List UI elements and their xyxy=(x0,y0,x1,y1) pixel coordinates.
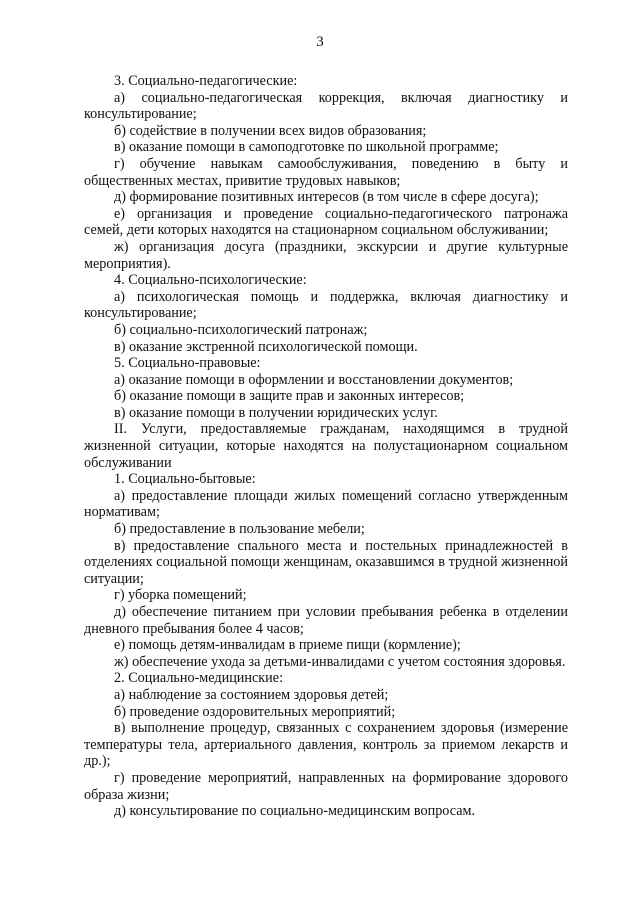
list-item: а) наблюдение за состоянием здоровья детей; xyxy=(114,686,389,703)
list-item: б) проведение оздоровительных мероприятий; xyxy=(114,703,396,720)
list-item: е) помощь детям-инвалидам в приеме пищи (кормление); xyxy=(114,637,461,654)
list-item: в) выполнение процедур, связанных с сохранением здоровья (измерение температуры тела, артериального давления, контроль за приемом лекарств и др.); xyxy=(84,720,568,770)
list-item: в) оказание помощи в самоподготовке по школьной программе; xyxy=(114,139,499,156)
list-item: в) предоставление спального места и постельных принадлежностей в отделениях социальной помощи женщинам, оказавшимся в трудной жизненной ситуации; xyxy=(84,537,568,587)
list-item: г) проведение мероприятий, направленных на формирование здорового образа жизни; xyxy=(84,769,568,803)
list-item: а) оказание помощи в оформлении и восстановлении документов; xyxy=(114,371,514,388)
list-item: а) предоставление площади жилых помещений согласно утвержденным нормативам; xyxy=(84,487,568,521)
document-body xyxy=(84,73,568,820)
list-item: а) психологическая помощь и поддержка, включая диагностику и консультирование; xyxy=(84,288,568,322)
list-item: б) предоставление в пользование мебели; xyxy=(114,521,365,538)
list-item: е) организация и проведение социально-педагогического патронажа семей, дети которых находятся на стационарном социальном обслуживании; xyxy=(84,205,568,239)
list-item: в) оказание экстренной психологической помощи. xyxy=(114,338,418,355)
section-heading-socio-domestic: 1. Социально-бытовые: xyxy=(114,471,256,488)
list-item: д) формирование позитивных интересов (в том числе в сфере досуга); xyxy=(114,189,539,206)
list-item: в) оказание помощи в получении юридических услуг. xyxy=(114,404,438,421)
list-item: д) обеспечение питанием при условии пребывания ребенка в отделении дневного пребывания более 4 часов; xyxy=(84,604,568,637)
section-heading-socio-pedagogical: 3. Социально-педагогические: xyxy=(114,73,298,89)
list-item: г) обучение навыкам самообслуживания, поведению в быту и общественных местах, привитие трудовых навыков; xyxy=(84,155,568,189)
page-number: 3 xyxy=(316,34,324,50)
list-item: а) социально-педагогическая коррекция, включая диагностику и консультирование; xyxy=(84,89,568,123)
list-item: б) оказание помощи в защите прав и законных интересов; xyxy=(114,388,465,405)
section-heading-socio-psychological: 4. Социально-психологические: xyxy=(114,272,307,289)
section-heading-socio-legal: 5. Социально-правовые: xyxy=(114,355,261,372)
list-item: ж) организация досуга (праздники, экскурсии и другие культурные мероприятия). xyxy=(84,238,568,272)
list-item: б) социально-психологический патронаж; xyxy=(114,321,368,338)
list-item: г) уборка помещений; xyxy=(114,587,247,604)
part-heading-semi-stationary-services: II. Услуги, предоставляемые гражданам, находящимся в трудной жизненной ситуации, которые находятся на полустационарном социальном обслуживании xyxy=(84,421,568,471)
section-heading-socio-medical: 2. Социально-медицинские: xyxy=(114,670,284,687)
list-item: д) консультирование по социально-медицинским вопросам. xyxy=(114,803,476,820)
list-item: б) содействие в получении всех видов образования; xyxy=(114,122,427,139)
list-item: ж) обеспечение ухода за детьми-инвалидами с учетом состояния здоровья. xyxy=(114,653,566,670)
